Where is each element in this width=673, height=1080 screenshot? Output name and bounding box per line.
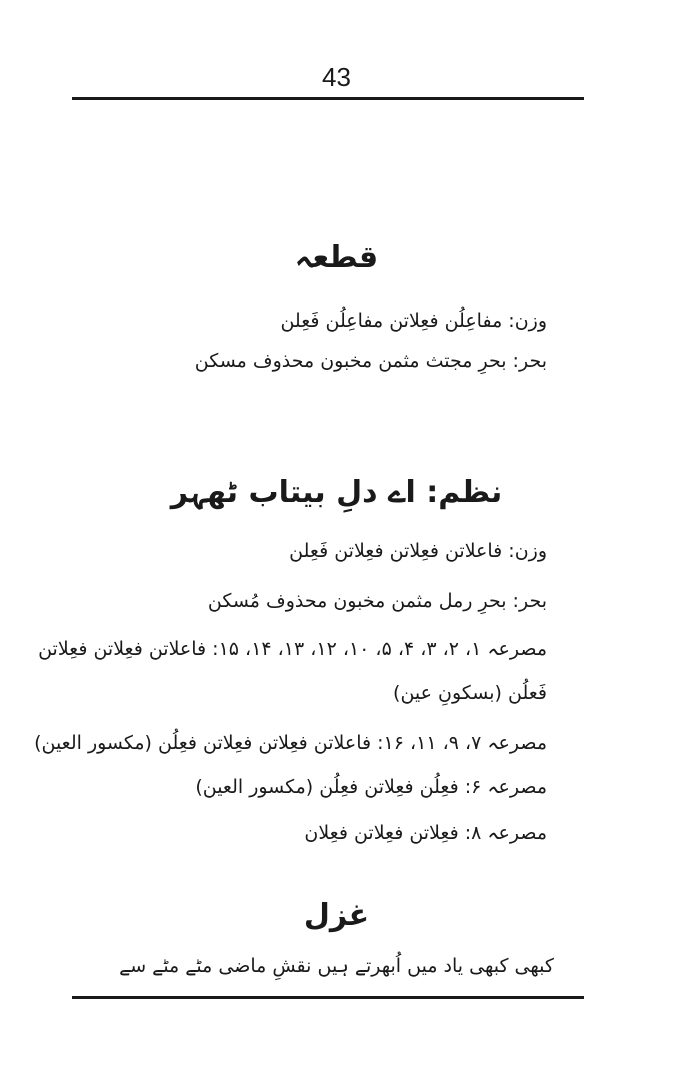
nazm-heading: نظم: اے دلِ بیتاب ٹھہر (170, 475, 503, 510)
ghazal-first-line: کبھی کبھی یاد میں اُبھرتے ہیں نقشِ ماضی مٹے مٹے سے (119, 955, 554, 977)
misra-note-1-cont: فَعلُن (بسکونِ عین) (393, 682, 547, 704)
misra-note-1: مصرعہ ۱، ۲، ۳، ۴، ۵، ۱۰، ۱۲، ۱۳، ۱۴، ۱۵: فاعلاتن فعِلاتن فعِلاتن (38, 638, 547, 660)
page-number: 43 (322, 62, 351, 92)
misra-note-3: مصرعہ ۶: فعِلُن فعِلاتن فعِلُن (مکسور العین) (195, 776, 547, 798)
misra-note-2: مصرعہ ۷، ۹، ۱۱، ۱۶: فاعلاتن فعِلاتن فعِلاتن فعِلُن (مکسور العین) (34, 732, 547, 754)
nazm-bahr: بحر: بحرِ رمل مثمن مخبون محذوف مُسکن (207, 590, 547, 612)
ghazal-heading: غزل (303, 898, 370, 933)
qita-wazn: وزن: مفاعِلُن فعِلاتن مفاعِلُن فَعِلن (280, 310, 547, 332)
nazm-wazn: وزن: فاعلاتن فعِلاتن فعِلاتن فَعِلن (289, 540, 547, 562)
misra-note-4: مصرعہ ۸: فعِلاتن فعِلاتن فعِلان (304, 822, 547, 844)
qita-heading: قطعہ (294, 240, 379, 275)
qita-bahr: بحر: بحرِ مجتث مثمن مخبون محذوف مسکن (194, 350, 547, 372)
header-rule (72, 97, 584, 100)
footer-rule (72, 996, 584, 999)
